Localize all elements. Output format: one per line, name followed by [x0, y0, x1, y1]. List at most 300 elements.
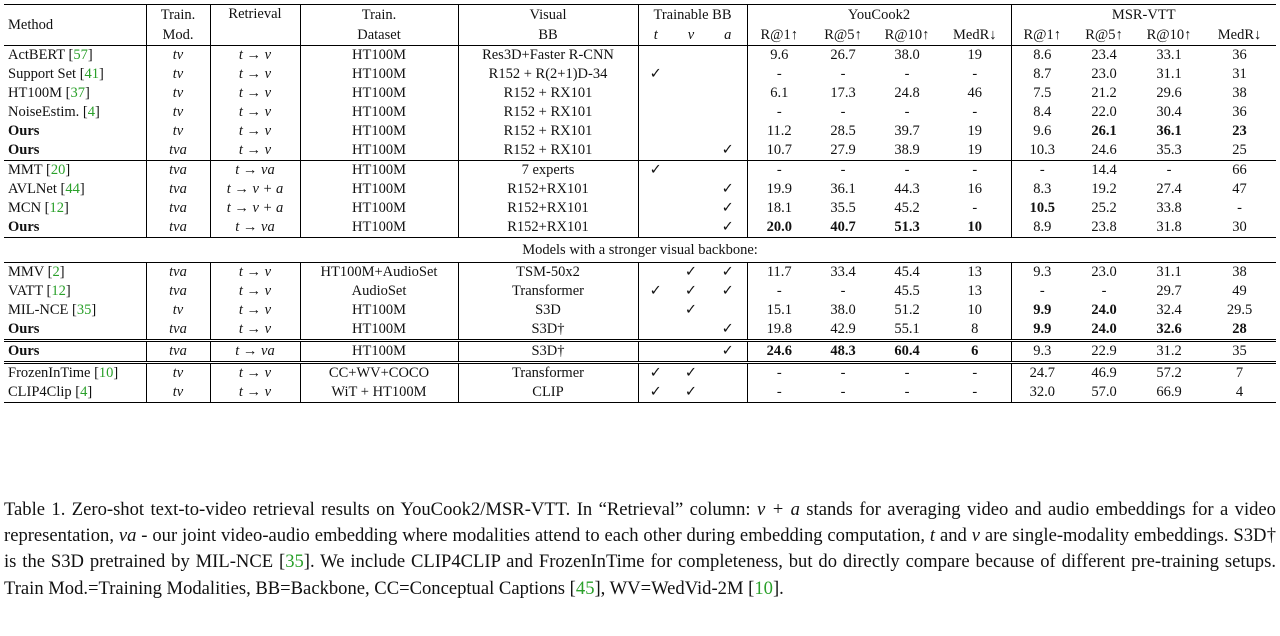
trainable-t-check: ✓ [638, 383, 673, 403]
caption-text: stands for averaging video and audio embeddings for a video representation, [4, 499, 1276, 547]
ms-r5: 14.4 [1073, 161, 1135, 181]
train-modalities: tva [146, 180, 210, 199]
table-row [4, 341, 1276, 363]
trainable-v-check [673, 161, 709, 181]
citation-link: 4 [80, 384, 88, 400]
yc-r10: 51.2 [894, 302, 920, 318]
train-modalities: tva [146, 161, 210, 181]
ref-close: ] [113, 365, 119, 381]
trainable-t-check [638, 122, 673, 141]
yc-r10: - [904, 104, 910, 120]
ref-open: [ [41, 200, 50, 216]
retrieval-mode: t → v [210, 282, 300, 301]
method-name: FrozenInTime [8, 365, 91, 381]
header-row-1 [4, 5, 1276, 26]
visual-backbone: R152 + R(2+1)D-34 [458, 65, 638, 84]
header-tbb-t: t [638, 25, 673, 46]
ms-r1: 9.9 [1011, 301, 1073, 320]
header-yc-r5: R@5↑ [811, 25, 875, 46]
ms-r1: 8.4 [1011, 103, 1073, 122]
ms-r10: 32.4 [1156, 302, 1182, 318]
trainable-a-check [709, 161, 747, 181]
citation-link: 12 [51, 283, 66, 299]
ref-open: [ [79, 104, 88, 120]
ms-r1: 8.9 [1011, 218, 1073, 238]
ms-r10: 29.7 [1156, 283, 1182, 299]
yc-medr: 8 [971, 321, 979, 337]
train-dataset: HT100M [300, 46, 458, 66]
method-cell [4, 218, 146, 238]
method-name: Ours [8, 142, 40, 158]
table-row [4, 180, 1276, 199]
ms-r5: 22.0 [1091, 104, 1117, 120]
header-ms-r10: R@10↑ [1135, 25, 1203, 46]
method-cell [4, 46, 146, 66]
header-msrvtt: MSR-VTT [1011, 5, 1276, 26]
ms-medr: - [1237, 200, 1242, 216]
ms-medr: 38 [1203, 263, 1276, 283]
trainable-v-check [673, 180, 709, 199]
yc-r1: 10.7 [747, 141, 811, 161]
visual-backbone: 7 experts [458, 161, 638, 181]
ms-r10: - [1135, 161, 1203, 181]
caption-citation: 45 [575, 577, 595, 599]
ms-r10: 31.8 [1156, 219, 1182, 235]
visual-backbone: R152+RX101 [458, 180, 638, 199]
table-row [4, 141, 1276, 161]
method-cell [4, 301, 146, 320]
ref-open: [ [76, 66, 85, 82]
ms-r10: 57.2 [1135, 363, 1203, 384]
method-cell [4, 263, 146, 283]
yc-r5: 36.1 [830, 181, 856, 197]
method-name: MMT [8, 162, 43, 178]
yc-medr: 19 [967, 47, 982, 63]
yc-r1: 19.8 [747, 320, 811, 341]
train-modalities: tv [146, 46, 210, 66]
header-trainable-bb: Trainable BB [638, 5, 747, 26]
visual-backbone: CLIP [458, 383, 638, 403]
yc-r10: - [904, 66, 910, 82]
trainable-t-check [638, 103, 673, 122]
ms-r5: - [1101, 283, 1107, 299]
yc-r10: 45.5 [894, 283, 920, 299]
train-modalities: tva [146, 282, 210, 301]
train-dataset: HT100M [300, 122, 458, 141]
yc-r1: 9.6 [747, 46, 811, 66]
yc-medr: - [972, 104, 978, 120]
trainable-t-check [638, 46, 673, 66]
ref-open: [ [44, 264, 53, 280]
method-name: CLIP4Clip [8, 384, 72, 400]
caption-text: v [971, 525, 980, 547]
train-dataset: CC+WV+COCO [300, 363, 458, 384]
visual-backbone: R152 + RX101 [458, 122, 638, 141]
trainable-v-check: ✓ [673, 363, 709, 384]
yc-r5: 40.7 [830, 219, 856, 235]
ms-medr: 28 [1232, 321, 1247, 337]
visual-backbone: S3D† [458, 320, 638, 341]
ms-r10: 31.1 [1156, 66, 1182, 82]
yc-r5: 48.3 [811, 341, 875, 363]
train-modalities: tv [146, 301, 210, 320]
trainable-a-check [709, 301, 747, 320]
retrieval-mode: t → v [210, 141, 300, 161]
train-modalities: tva [146, 263, 210, 283]
method-cell [4, 65, 146, 84]
ref-open: [ [56, 181, 66, 197]
yc-r5: - [840, 66, 846, 82]
ms-r1: 32.0 [1011, 383, 1073, 403]
yc-r1: 11.2 [747, 122, 811, 141]
table-row [4, 122, 1276, 141]
ref-open: [ [61, 85, 71, 101]
trainable-a-check: ✓ [721, 219, 734, 235]
method-name: Ours [8, 219, 40, 235]
ms-r10: 33.1 [1156, 47, 1182, 63]
results-table [4, 4, 1276, 403]
yc-r10: - [875, 383, 939, 403]
method-cell [4, 320, 146, 341]
trainable-v-check [673, 341, 709, 363]
ms-r1: 7.5 [1011, 84, 1073, 103]
trainable-a-check: ✓ [721, 181, 734, 197]
yc-r1: 11.7 [747, 263, 811, 283]
yc-medr: - [939, 161, 1011, 181]
ms-medr: 47 [1232, 181, 1247, 197]
visual-backbone: S3D [458, 301, 638, 320]
method-name: ActBERT [8, 47, 65, 63]
yc-medr: 19 [967, 142, 982, 158]
yc-r10: - [875, 363, 939, 384]
header-tbb-v: v [673, 25, 709, 46]
ms-r5: 23.0 [1091, 66, 1117, 82]
ms-r5: 46.9 [1073, 363, 1135, 384]
yc-medr: 10 [967, 302, 982, 318]
ms-r5: 24.0 [1091, 321, 1117, 337]
results-table-body [4, 5, 1276, 403]
caption-citation: 10 [754, 577, 773, 599]
retrieval-mode: t → v [210, 383, 300, 403]
ref-open: [ [42, 162, 51, 178]
trainable-a-check [709, 383, 747, 403]
train-dataset: AudioSet [300, 282, 458, 301]
header-ms-medr: MedR↓ [1203, 25, 1276, 46]
ms-r10: 29.6 [1156, 85, 1182, 101]
table-row [4, 218, 1276, 238]
citation-link: 10 [98, 365, 114, 381]
trainable-t-check [638, 180, 673, 199]
ms-r1: - [1011, 282, 1073, 301]
retrieval-mode: t → v [210, 301, 300, 320]
train-modalities: tv [146, 65, 210, 84]
ms-r1: 9.9 [1011, 320, 1073, 341]
train-modalities: tv [146, 84, 210, 103]
train-modalities: tva [146, 218, 210, 238]
visual-backbone: Res3D+Faster R-CNN [458, 46, 638, 66]
caption-text: t [929, 525, 936, 547]
ms-r5: 23.8 [1091, 219, 1117, 235]
ms-r5: 23.0 [1073, 263, 1135, 283]
yc-r1: 15.1 [747, 301, 811, 320]
retrieval-mode: t → va [210, 341, 300, 363]
section-heading: Models with a stronger visual backbone: [4, 238, 1276, 263]
trainable-a-check: ✓ [709, 263, 747, 283]
table-row [4, 199, 1276, 218]
ms-r1: 8.6 [1011, 46, 1073, 66]
ms-medr: 66 [1203, 161, 1276, 181]
yc-r5: - [811, 363, 875, 384]
trainable-t-check [638, 301, 673, 320]
ms-r1: 24.7 [1011, 363, 1073, 384]
yc-medr: 10 [967, 219, 982, 235]
ms-r5: 24.0 [1091, 302, 1117, 318]
ref-close: ] [79, 181, 85, 197]
method-name: AVLNet [8, 181, 57, 197]
train-dataset: HT100M [300, 161, 458, 181]
citation-link: 44 [65, 181, 80, 197]
trainable-a-check: ✓ [721, 200, 734, 216]
header-row-2 [4, 25, 1276, 46]
yc-medr: 6 [939, 341, 1011, 363]
retrieval-mode: t → v [210, 103, 300, 122]
ms-r1: 9.3 [1011, 263, 1073, 283]
trainable-a-check [709, 65, 747, 84]
header-train-mod: Train. [146, 5, 210, 26]
ms-r1: - [1011, 161, 1073, 181]
table-row [4, 46, 1276, 66]
method-cell [4, 282, 146, 301]
yc-r5: 28.5 [830, 123, 856, 139]
caption-text: ], WV=WedVid-2M [ [594, 577, 755, 599]
ms-medr: 7 [1203, 363, 1276, 384]
method-name: Support Set [8, 66, 77, 82]
train-modalities: tva [146, 141, 210, 161]
train-modalities: tva [146, 199, 210, 218]
ms-r5: 22.9 [1073, 341, 1135, 363]
trainable-a-check [709, 84, 747, 103]
citation-link: 4 [87, 104, 96, 120]
table-row [4, 65, 1276, 84]
ref-close: ] [87, 384, 93, 400]
yc-r10: 44.3 [894, 181, 920, 197]
ms-medr: 31 [1232, 66, 1247, 82]
ms-medr: 38 [1232, 85, 1247, 101]
trainable-t-check: ✓ [638, 161, 673, 181]
retrieval-mode: t → v [210, 65, 300, 84]
caption-text: Table 1. Zero-shot text-to-video retrieval results on YouCook2/MSR-VTT. In “Retrieval” column: [4, 499, 757, 520]
ms-r10: 31.2 [1135, 341, 1203, 363]
retrieval-mode: t → v [210, 122, 300, 141]
trainable-v-check: ✓ [673, 383, 709, 403]
method-name: MMV [8, 264, 44, 280]
visual-backbone: Transformer [458, 282, 638, 301]
yc-r1: - [747, 282, 811, 301]
table-row [4, 161, 1276, 181]
citation-link: 20 [50, 162, 66, 178]
ms-medr: 36 [1232, 104, 1247, 120]
yc-medr: - [972, 66, 978, 82]
header-retrieval: Retrieval [210, 5, 300, 46]
table-row [4, 320, 1276, 341]
ms-r1: 9.3 [1011, 341, 1073, 363]
ms-r10: 31.1 [1135, 263, 1203, 283]
train-dataset: HT100M [300, 301, 458, 320]
section-heading-row [4, 238, 1276, 263]
trainable-t-check: ✓ [638, 282, 673, 301]
ms-r5: 24.6 [1091, 142, 1117, 158]
trainable-t-check [638, 141, 673, 161]
visual-backbone: R152+RX101 [458, 199, 638, 218]
method-name: MCN [8, 200, 42, 216]
retrieval-mode: t → v [210, 84, 300, 103]
trainable-a-check: ✓ [721, 142, 734, 158]
trainable-t-check [638, 84, 673, 103]
citation-link: 37 [70, 85, 85, 101]
table-row [4, 282, 1276, 301]
trainable-t-check [638, 218, 673, 238]
yc-r1: - [747, 383, 811, 403]
yc-r10: 55.1 [894, 321, 920, 337]
ref-close: ] [59, 264, 65, 280]
citation-link: 41 [84, 66, 100, 82]
method-cell [4, 161, 146, 181]
ms-r10: 32.6 [1156, 321, 1182, 337]
yc-r1: 18.1 [747, 199, 811, 218]
table-row [4, 263, 1276, 283]
ms-medr: 29.5 [1226, 302, 1253, 318]
yc-medr: 13 [967, 283, 982, 299]
trainable-v-check [673, 218, 709, 238]
ms-medr: 49 [1232, 283, 1247, 299]
visual-backbone: R152 + RX101 [458, 84, 638, 103]
ms-medr: 30 [1232, 219, 1247, 235]
header-train-mod-2: Mod. [146, 25, 210, 46]
train-dataset: HT100M [300, 84, 458, 103]
visual-backbone: R152 + RX101 [458, 141, 638, 161]
yc-r1: 6.1 [747, 84, 811, 103]
ms-r10: 35.3 [1156, 142, 1182, 158]
trainable-v-check: ✓ [673, 263, 709, 283]
trainable-a-check [709, 122, 747, 141]
retrieval-mode: t → v + a [210, 199, 300, 218]
yc-r10: 45.2 [894, 200, 920, 216]
trainable-a-check: ✓ [721, 321, 734, 337]
train-dataset: HT100M [300, 341, 458, 363]
retrieval-mode: t → va [210, 161, 300, 181]
citation-link: 2 [52, 264, 60, 280]
yc-r5: 27.9 [830, 142, 856, 158]
citation-link: 57 [73, 47, 88, 63]
method-cell [4, 141, 146, 161]
yc-r5: 38.0 [830, 302, 856, 318]
yc-medr: 16 [967, 181, 982, 197]
train-dataset: HT100M+AudioSet [300, 263, 458, 283]
table-row [4, 103, 1276, 122]
yc-medr: 13 [939, 263, 1011, 283]
header-visual-bb-2: BB [458, 25, 638, 46]
trainable-a-check: ✓ [709, 341, 747, 363]
visual-backbone: R152 + RX101 [458, 103, 638, 122]
train-modalities: tva [146, 341, 210, 363]
header-visual-bb: Visual [458, 5, 638, 26]
train-dataset: HT100M [300, 65, 458, 84]
ms-medr: 35 [1203, 341, 1276, 363]
ms-r5: 26.1 [1091, 123, 1117, 139]
train-modalities: tva [146, 320, 210, 341]
retrieval-mode: t → v [210, 320, 300, 341]
table-row [4, 383, 1276, 403]
method-cell [4, 84, 146, 103]
trainable-t-check: ✓ [638, 65, 673, 84]
caption-text: v + a [757, 499, 800, 520]
yc-r5: 26.7 [830, 47, 856, 63]
retrieval-mode: t → v [210, 263, 300, 283]
method-cell [4, 180, 146, 199]
ref-close: ] [87, 47, 93, 63]
method-name: Ours [8, 343, 40, 359]
yc-medr: - [939, 363, 1011, 384]
visual-backbone: TSM-50x2 [458, 263, 638, 283]
yc-r5: 17.3 [830, 85, 856, 101]
ref-close: ] [91, 302, 97, 318]
caption-text: ]. [772, 577, 784, 599]
trainable-t-check [638, 199, 673, 218]
method-cell [4, 103, 146, 122]
ref-close: ] [65, 162, 71, 178]
ref-open: [ [71, 384, 81, 400]
trainable-a-check [709, 103, 747, 122]
header-ms-r5: R@5↑ [1073, 25, 1135, 46]
train-dataset: HT100M [300, 320, 458, 341]
method-cell [4, 363, 146, 384]
train-modalities: tv [146, 103, 210, 122]
caption-text: va [118, 525, 137, 547]
table-row [4, 301, 1276, 320]
caption-text: and [935, 525, 972, 547]
ms-r10: 36.1 [1156, 123, 1182, 139]
ms-r5: 25.2 [1091, 200, 1117, 216]
table-row [4, 84, 1276, 103]
ms-r5: 21.2 [1091, 85, 1117, 101]
yc-r10: 45.4 [875, 263, 939, 283]
ref-close: ] [65, 283, 71, 299]
trainable-v-check [673, 199, 709, 218]
method-cell [4, 383, 146, 403]
ms-medr: 25 [1232, 142, 1247, 158]
yc-r10: 38.0 [894, 47, 920, 63]
ms-r1: 8.7 [1011, 65, 1073, 84]
ms-r10: 27.4 [1156, 181, 1182, 197]
header-train-dataset: Train. [300, 5, 458, 26]
method-cell [4, 199, 146, 218]
train-modalities: tv [146, 383, 210, 403]
yc-r10: 60.4 [875, 341, 939, 363]
ms-r1: 10.5 [1011, 199, 1073, 218]
train-modalities: tv [146, 122, 210, 141]
trainable-t-check [638, 263, 673, 283]
method-name: Ours [8, 321, 40, 337]
yc-r1: 20.0 [747, 218, 811, 238]
caption-text: are single-modality embeddings. S3D† is the S3D pretrained by MIL-NCE [ [4, 525, 1276, 573]
trainable-v-check [673, 320, 709, 341]
ms-medr: 4 [1203, 383, 1276, 403]
trainable-v-check [673, 103, 709, 122]
visual-backbone: S3D† [458, 341, 638, 363]
trainable-v-check [673, 122, 709, 141]
caption-citation: 35 [285, 551, 304, 573]
trainable-a-check: ✓ [721, 283, 734, 299]
